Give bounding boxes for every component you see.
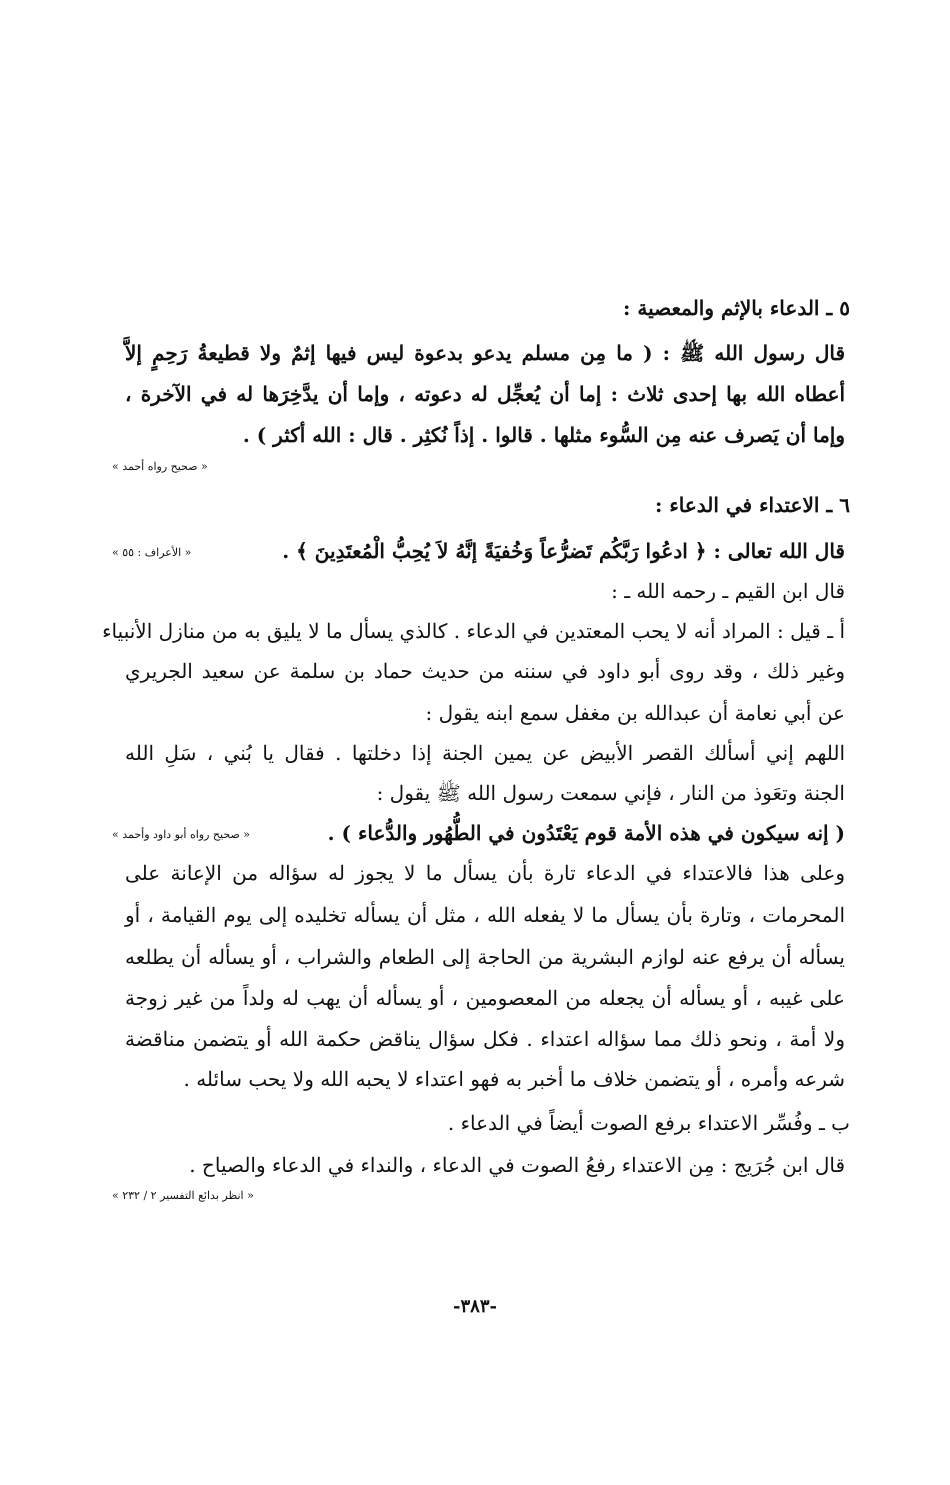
para-a-line-5: الجنة وتعَوذ من النار ، فإني سمعت رسول الله ﷺ يقول : [376,781,845,805]
final-citation: « انظر بدائع التفسير ٢ / ٢٣٢ » [112,1189,254,1202]
section-5-line-1: قال رسول الله ﷺ : ( ما مِن مسلم يدعو بدعوة ليس فيها إثمٌ ولا قطيعةُ رَحِمٍ إلاَّ [125,341,845,365]
para-b-line-2: المحرمات ، وتارة بأن يسأل ما لا يفعله الله ، مثل أن يسأله تخليده إلى يوم القيامة ، أو [125,903,845,927]
section-6-heading: ٦ ـ الاعتداء في الدعاء : [654,493,850,517]
hadith-citation: « صحيح رواه أبو داود وأحمد » [112,828,251,841]
section-5-line-3: وإما أن يَصرف عنه مِن السُّوء مثلها . قالوا . إذاً نُكثِر . قال : الله أكثر ) . [242,423,845,447]
section-5-citation: « صحيح رواه أحمد » [112,460,208,473]
para-b-line-5: ولا أمة ، ونحو ذلك مما سؤاله اعتداء . فكل سؤال يناقض حكمة الله أو يتضمن مناقضة [125,1027,845,1051]
section-5-heading: ٥ ـ الدعاء بالإثم والمعصية : [623,296,850,320]
ibn-qayyim-line: قال ابن القيم ـ رحمه الله ـ : [611,579,845,603]
para-a-line-2: وغير ذلك ، وقد روى أبو داود في سننه من حديث حماد بن سلمة عن سعيد الجريري [125,659,845,683]
quran-verse-line: قال الله تعالى : ﴿ ادعُوا رَبَّكُم تَضرُّعاً وَخُفيَةً إنَّهُ لاَ يُحِبُّ الْمُعتَدِينَ ﴾ . [282,539,845,563]
hadith-line: ( إنه سيكون في هذه الأمة قوم يَعْتَدُون في الطُّهُور والدُّعاء ) . [327,821,845,845]
para-a-line-4: اللهم إني أسألك القصر الأبيض عن يمين الجنة إذا دخلتها . فقال يا بُني ، سَلِ الله [125,741,845,765]
para-b-line-6: شرعه وأمره ، أو يتضمن خلاف ما أخبر به فهو اعتداء لا يحبه الله ولا يحب سائله . [183,1067,845,1091]
quran-citation: « الأعراف : ٥٥ » [112,546,192,559]
section-5-line-2: أعطاه الله بها إحدى ثلاث : إما أن يُعجِّل له دعوته ، وإما أن يدَّخِرَها له في الآخرة ، [125,382,845,406]
para-c-line: ب ـ وفُسِّر الاعتداء برفع الصوت أيضاً في الدعاء . [447,1111,850,1135]
para-a-line-3: عن أبي نعامة أن عبدالله بن مغفل سمع ابنه يقول : [425,701,845,725]
para-b-line-1: وعلى هذا فالاعتداء في الدعاء تارة بأن يسأل ما لا يجوز له سؤاله من الإعانة على [125,861,845,885]
para-a-line-1: أ ـ قيل : المراد أنه لا يحب المعتدين في الدعاء . كالذي يسأل ما لا يليق به من منازل الأنبياء [102,619,845,643]
page-number: -٣٨٣- [453,1296,497,1317]
ibn-jurayj-line: قال ابن جُرَيج : مِن الاعتداء رفعُ الصوت في الدعاء ، والنداء في الدعاء والصياح . [189,1153,845,1177]
para-b-line-4: على غيبه ، أو يسأله أن يجعله من المعصومين ، أو يسأله أن يهب له ولداً من غير زوجة [125,986,845,1010]
para-b-line-3: يسأله أن يرفع عنه لوازم البشرية من الحاجة إلى الطعام والشراب ، أو يسأله أن يطلعه [125,945,845,969]
